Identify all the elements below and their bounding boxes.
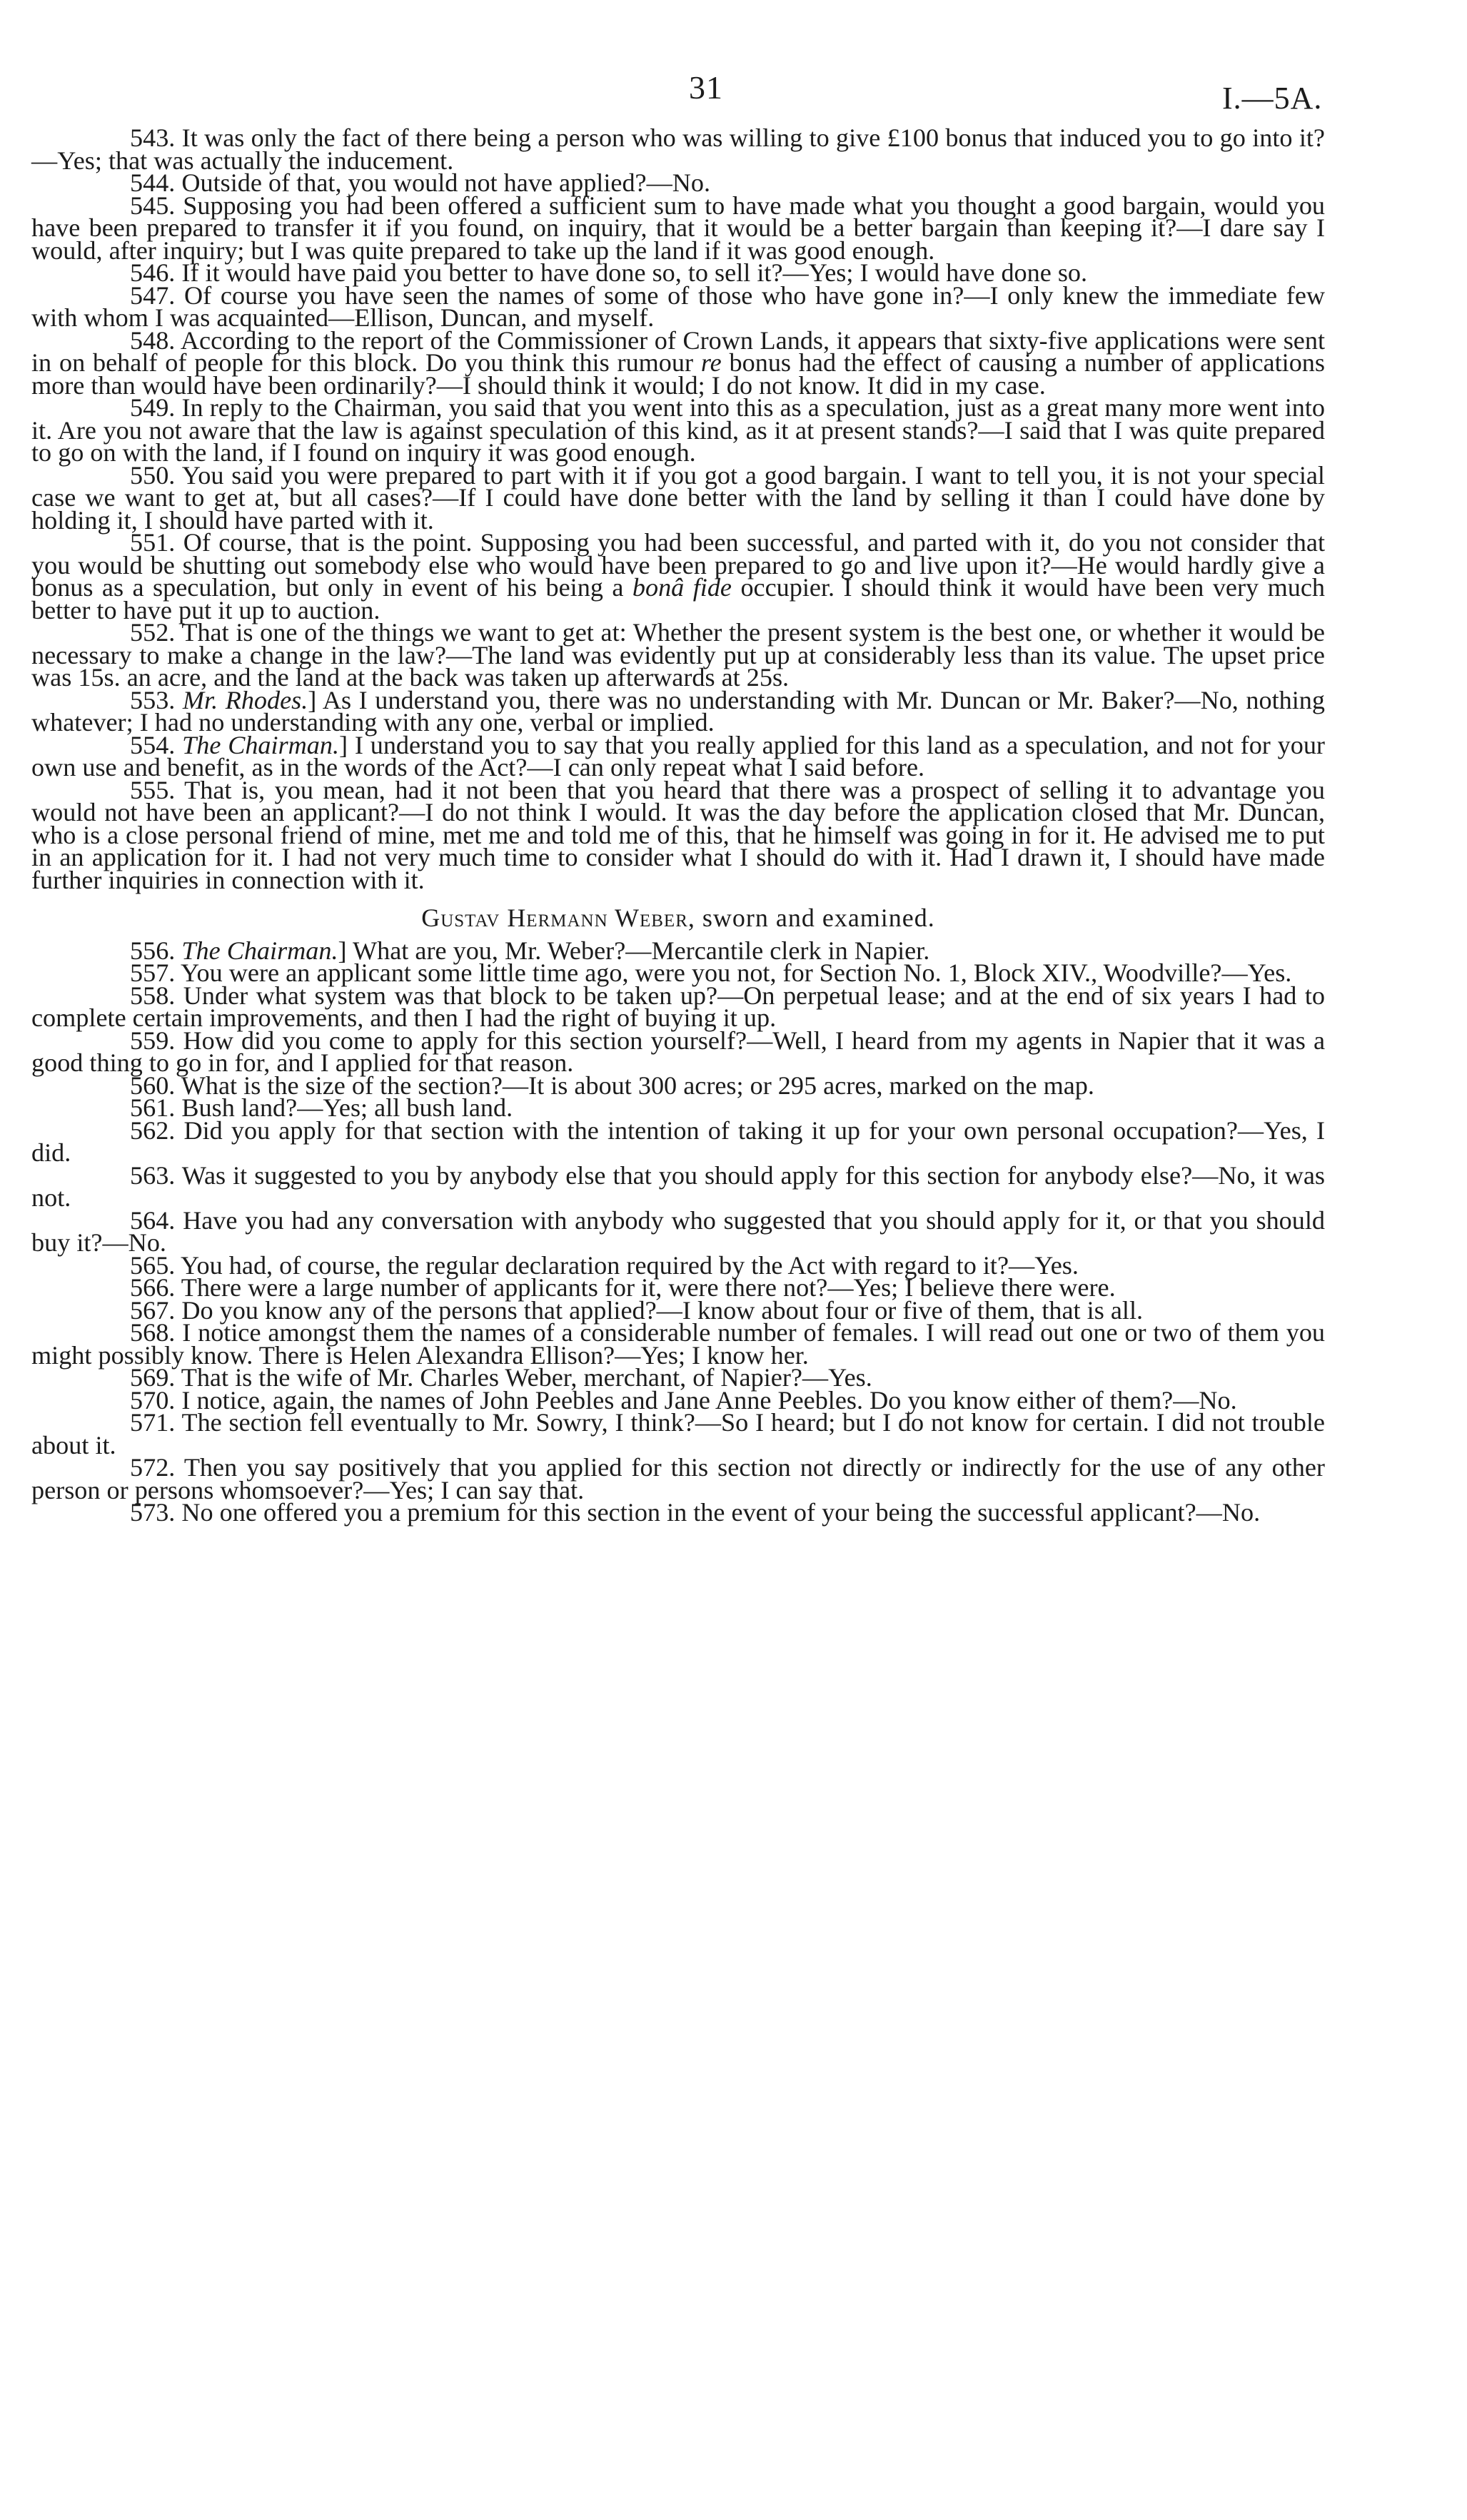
question-number: 563. [130, 1160, 176, 1190]
witness-name: Gustav Hermann Weber [421, 904, 688, 932]
question-number: 569. [130, 1363, 176, 1392]
question-number: 566. [130, 1273, 176, 1302]
paragraph-text: No one offered you a premium for this section in the event of your being the successful applicant?—No. [181, 1498, 1261, 1527]
question-answer-paragraph [31, 1318, 1326, 1370]
italic-text: bonâ fide [632, 573, 732, 602]
paragraph-text: How did you come to apply for this section yourself?—Well, I heard from my agents in Napier that it was a good thing to go in for, and I applied for that reason. [31, 1026, 1326, 1077]
italic-text: The Chairman. [181, 936, 338, 965]
question-answer-paragraph [31, 981, 1326, 1032]
question-answer-paragraph [31, 1026, 1326, 1077]
question-answer-paragraph [31, 191, 1326, 265]
question-number: 559. [130, 1026, 176, 1055]
question-answer-paragraph [31, 685, 1325, 737]
question-answer-paragraph [31, 775, 1325, 894]
question-number: 549. [130, 393, 176, 422]
witness-heading [31, 904, 1325, 932]
paragraph-text: The section fell eventually to Mr. Sowry, I think?—So I heard; but I do not know for certain. I did not trouble about it. [31, 1408, 1325, 1459]
paragraph-text: Outside of that, you would not have applied?—No. [181, 168, 711, 197]
question-answer-paragraph [31, 1408, 1325, 1459]
question-number: 551. [130, 528, 176, 557]
paragraph-text: ] What are you, Mr. Weber?—Mercantile clerk in Napier. [338, 936, 930, 965]
question-answer-paragraph [31, 1205, 1326, 1257]
paragraph-text: If it would have paid you better to have done so, to sell it?—Yes; I would have done so. [181, 258, 1088, 287]
question-number: 568. [130, 1318, 176, 1347]
question-number: 553. [130, 685, 176, 714]
question-number: 556. [130, 936, 176, 965]
paragraph-text: Was it suggested to you by anybody else that you should apply for this section for anybody else?—No, it was not. [31, 1160, 1325, 1212]
question-number: 557. [130, 958, 176, 987]
paragraph-text: Then you say positively that you applied for this section not directly or indirectly for the use of any other person or persons whomsoever?—Yes; I can say that. [31, 1453, 1325, 1504]
document-body [31, 123, 1326, 1527]
question-number: 562. [130, 1115, 176, 1145]
paragraph-text: bonus had the effect of causing a number of applications more than would have been ordinarily?—I should think it would; I do not know. It did in my case. [31, 348, 1325, 400]
paragraph-text: Do you know any of the persons that applied?—I know about four or five of them, that is all. [181, 1295, 1144, 1325]
paragraph-text: That is one of the things we want to get at: Whether the present system is the best one, or whether it would be necessary to make a change in the law?—The land was evidently put up at considerably less than its value. The upset price was 15s. an acre, and the land at the back was taken up afterwards at 25s. [31, 618, 1325, 692]
testimony-section-1 [31, 123, 1326, 894]
paragraph-text: Did you apply for that section with the intention of taking it up for your own personal occupation?—Yes, I did. [31, 1115, 1326, 1167]
question-answer-paragraph [31, 730, 1325, 781]
question-number: 554. [130, 730, 176, 759]
question-number: 573. [130, 1498, 176, 1527]
question-number: 567. [130, 1295, 176, 1325]
paragraph-text: Bush land?—Yes; all bush land. [181, 1093, 513, 1122]
italic-text: Mr. Rhodes. [182, 685, 308, 714]
question-number: 545. [130, 191, 176, 220]
paragraph-text: Supposing you had been offered a sufficient sum to have made what you thought a good bargain, would you have been prepared to transfer it if you found, on inquiry, that it would be a better bargain than keeping it?—I dare say I would, after inquiry; but I was quite prepared to take up the land if it was good enough. [31, 191, 1326, 265]
paragraph-text: You had, of course, the regular declaration required by the Act with regard to it?—Yes. [181, 1250, 1079, 1280]
question-number: 552. [130, 618, 176, 647]
question-answer-paragraph [31, 1498, 1325, 1527]
paragraph-text: It was only the fact of there being a person who was willing to give £100 bonus that induced you to go into it?—Yes; that was actually the inducement. [31, 123, 1325, 175]
paragraph-text: You were an applicant some little time ago, were you not, for Section No. 1, Block XIV., Woodville?—Yes. [181, 958, 1292, 987]
question-number: 550. [130, 460, 176, 490]
paragraph-text: In reply to the Chairman, you said that you went into this as a speculation, just as a great many more went into it. Are you not aware that the law is against speculation of this kind, as it at present stands?—I said that I was quite prepared to go on with the land, if I found on inquiry it was good enough. [31, 393, 1326, 467]
paragraph-text: According to the report of the Commissioner of Crown Lands, it appears that sixty-five applications were sent in on behalf of people for this block. Do you think this rumour [31, 325, 1325, 377]
question-answer-paragraph [31, 123, 1325, 175]
question-number: 560. [130, 1071, 176, 1100]
question-answer-paragraph [31, 460, 1325, 535]
paragraph-text: Under what system was that block to be taken up?—On perpetual lease; and at the end of six years I had to complete certain improvements, and then I had the right of buying it up. [31, 981, 1326, 1032]
paragraph-text: occupier. I should think it would have been very much better to have put it up to auction. [31, 573, 1325, 624]
paragraph-text: What is the size of the section?—It is about 300 acres; or 295 acres, marked on the map. [181, 1071, 1094, 1100]
question-number: 570. [130, 1385, 176, 1415]
paragraph-text: That is the wife of Mr. Charles Weber, merchant, of Napier?—Yes. [181, 1363, 872, 1392]
question-answer-paragraph [31, 1115, 1326, 1167]
question-number: 547. [130, 280, 176, 310]
italic-text: The Chairman. [182, 730, 340, 759]
question-number: 543. [130, 123, 176, 152]
italic-text: re [700, 348, 722, 377]
paragraph-text: ] As I understand you, there was no understanding with Mr. Duncan or Mr. Baker?—No, nothing whatever; I had no understanding with any one, verbal or implied. [31, 685, 1325, 737]
paragraph-text: There were a large number of applicants for it, were there not?—Yes; I believe there were. [181, 1273, 1116, 1302]
question-number: 555. [130, 775, 176, 804]
question-number: 546. [130, 258, 176, 287]
question-answer-paragraph [31, 1160, 1325, 1212]
question-number: 565. [130, 1250, 176, 1280]
paragraph-text: Have you had any conversation with anybody who suggested that you should apply for it, or that you should buy it?—No. [31, 1205, 1326, 1257]
paragraph-text: I notice, again, the names of John Peebles and Jane Anne Peebles. Do you know either of them?—No. [181, 1385, 1237, 1415]
question-answer-paragraph [31, 618, 1325, 692]
paragraph-text: Of course you have seen the names of some of those who have gone in?—I only knew the immediate few with whom I was acquainted—Ellison, Duncan, and myself. [31, 280, 1326, 332]
question-answer-paragraph [31, 1453, 1325, 1504]
question-number: 572. [130, 1453, 176, 1482]
question-answer-paragraph [31, 280, 1326, 332]
paragraph-text: That is, you mean, had it not been that you heard that there was a prospect of selling it to advantage you would not have been an applicant?—I do not think I would. It was the day before the application closed that Mr. Duncan, who is a close personal friend of mine, met me and told me of this, that he himself was going in for it. He advised me to put in an application for it. I had not very much time to consider what I should do with it. Had I drawn it, I should have made further inquiries in connection with it. [31, 775, 1325, 894]
paragraph-text: ] I understand you to say that you really applied for this land as a speculation, and not for your own use and benefit, as in the words of the Act?—I can only repeat what I said before. [31, 730, 1325, 781]
paragraph-text: You said you were prepared to part with it if you got a good bargain. I want to tell you, it is not your special case we want to get at, but all cases?—If I could have done better with the land by selling it than I could have done by holding it, I should have parted with it. [31, 460, 1325, 535]
question-number: 571. [130, 1408, 176, 1437]
question-answer-paragraph [31, 528, 1325, 624]
document-reference: I.—5A. [1222, 81, 1323, 116]
question-number: 548. [130, 325, 176, 355]
question-number: 558. [130, 981, 176, 1010]
question-answer-paragraph [31, 393, 1326, 467]
witness-status: , sworn and examined. [687, 904, 935, 932]
question-number: 561. [130, 1093, 176, 1122]
page-number: 31 [689, 69, 723, 106]
testimony-section-2 [31, 936, 1326, 1527]
question-number: 544. [130, 168, 176, 197]
paragraph-text: I notice amongst them the names of a considerable number of females. I will read out one or two of them you might possibly know. There is Helen Alexandra Ellison?—Yes; I know her. [31, 1318, 1326, 1370]
paragraph-text: Of course, that is the point. Supposing you had been successful, and parted with it, do you not consider that you would be shutting out somebody else who would have been prepared to go and live upon it?—He would hardly give a bonus as a speculation, but only in event of his being a [31, 528, 1325, 602]
question-answer-paragraph [31, 325, 1325, 400]
question-number: 564. [130, 1205, 176, 1235]
